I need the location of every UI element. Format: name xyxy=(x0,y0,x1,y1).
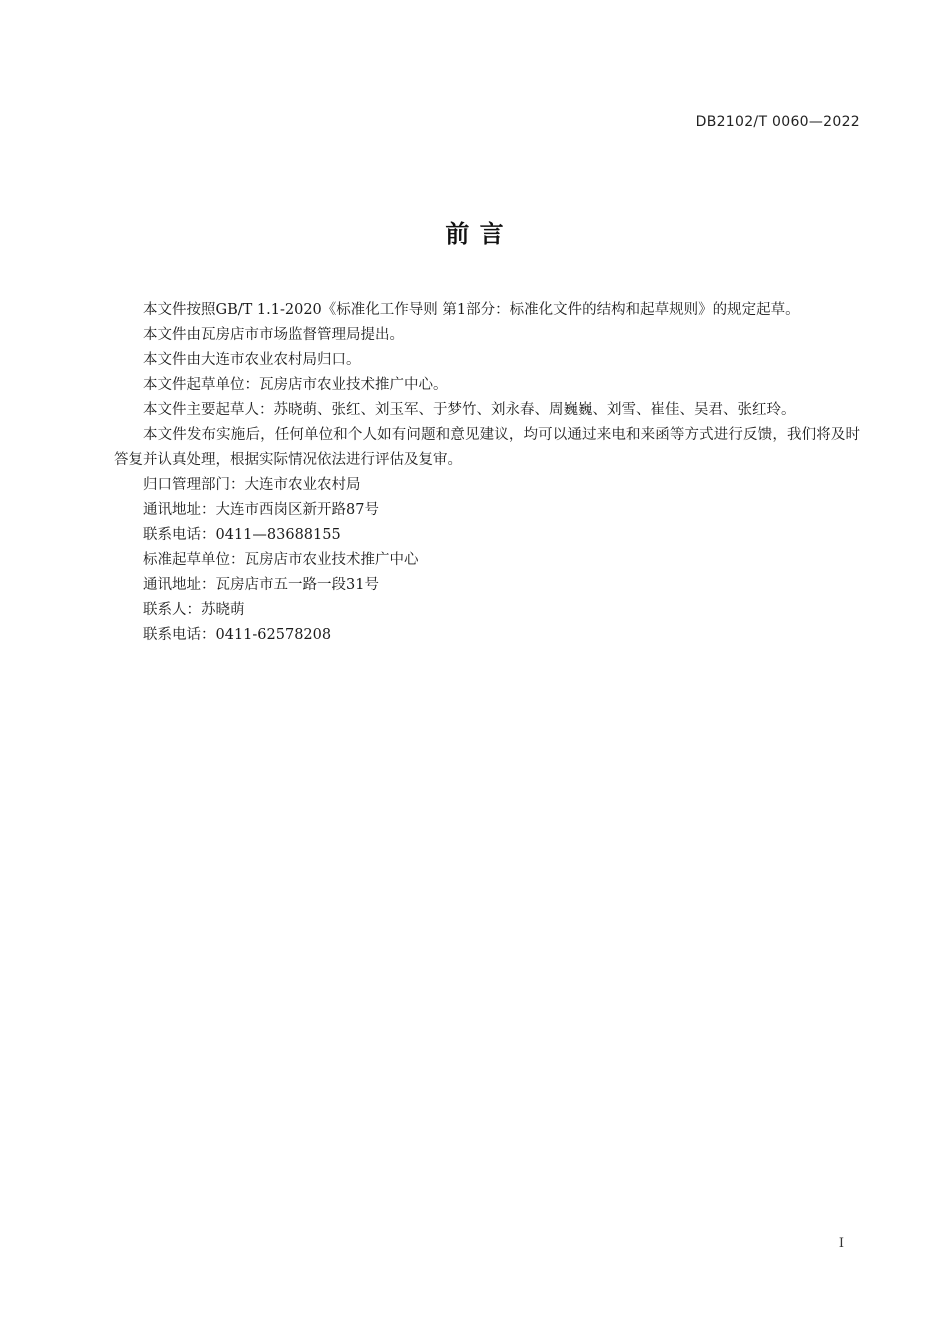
page-number: I xyxy=(838,1236,844,1251)
paragraph-drafting-address: 通讯地址：瓦房店市五一路一段31号 xyxy=(143,577,379,593)
foreword-body xyxy=(114,298,860,648)
paragraph-management-phone: 联系电话：0411—83688155 xyxy=(143,527,341,543)
paragraph-management-dept: 归口管理部门：大连市农业农村局 xyxy=(143,477,361,493)
paragraph-drafting-org: 标准起草单位：瓦房店市农业技术推广中心 xyxy=(143,552,419,568)
paragraph-contact-phone: 联系电话：0411-62578208 xyxy=(143,627,332,643)
paragraph-feedback: 本文件发布实施后，任何单位和个人如有问题和意见建议，均可以通过来电和来函等方式进行反馈，我们将及时答复并认真处理，根据实际情况依法进行评估及复审。 xyxy=(114,427,860,468)
page-title: 前 言 xyxy=(445,220,505,248)
paragraph-contact-person: 联系人：苏晓萌 xyxy=(143,602,245,618)
paragraph-drafters: 本文件主要起草人：苏晓萌、张红、刘玉军、于梦竹、刘永春、周巍巍、刘雪、崔佳、吴君、张红玲。 xyxy=(143,402,796,418)
paragraph-drafting-rules: 本文件按照GB/T 1.1-2020《标准化工作导则 第1部分：标准化文件的结构和起草规则》的规定起草。 xyxy=(143,302,800,318)
paragraph-drafting-unit: 本文件起草单位：瓦房店市农业技术推广中心。 xyxy=(143,377,448,393)
document-code: DB2102/T 0060—2022 xyxy=(695,114,860,130)
paragraph-centralized-by: 本文件由大连市农业农村局归口。 xyxy=(143,352,361,368)
paragraph-proposer: 本文件由瓦房店市市场监督管理局提出。 xyxy=(143,327,404,343)
paragraph-management-address: 通讯地址：大连市西岗区新开路87号 xyxy=(143,502,379,518)
